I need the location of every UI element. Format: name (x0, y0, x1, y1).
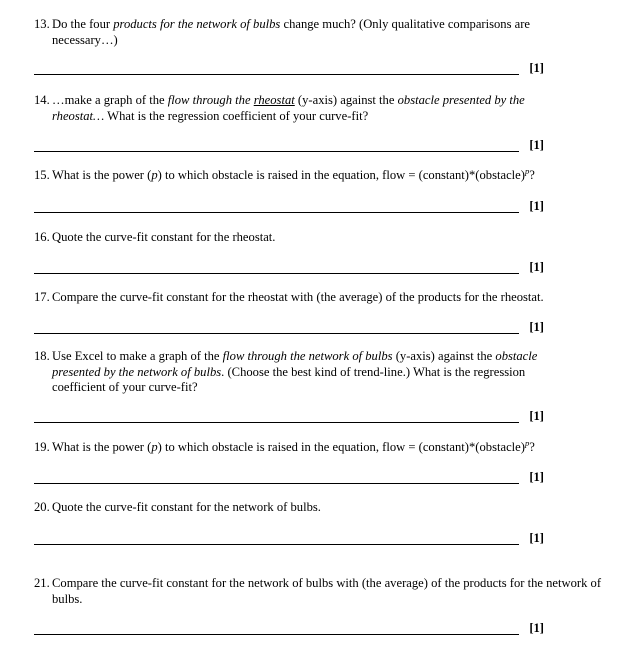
question-number: 19. (34, 440, 50, 454)
answer-line[interactable] (34, 531, 544, 546)
question-body: Quote the curve-fit constant for the network of bulbs. (52, 500, 321, 514)
question-body: Do the four products for the network of bulbs change much? (Only qualitative comparisons are necessary…) (52, 17, 531, 47)
question-text (34, 17, 570, 48)
answer-line[interactable] (34, 199, 544, 214)
answer-line[interactable] (34, 61, 544, 76)
answer-line[interactable] (34, 621, 544, 636)
answer-line[interactable] (34, 138, 544, 153)
question-body: Compare the curve-fit constant for the network of bulbs with (the average) of the products for the network of bulbs. (52, 576, 602, 606)
question-body: Quote the curve-fit constant for the rheostat. (52, 230, 276, 244)
question-number: 21. (34, 576, 50, 590)
question-text (34, 437, 570, 456)
question-text (34, 349, 570, 396)
mark-value: [1] (529, 320, 544, 334)
mark-value: [1] (529, 409, 544, 423)
mark-value: [1] (529, 470, 544, 484)
mark-value: [1] (529, 621, 544, 635)
answer-line[interactable] (34, 260, 544, 275)
question-number: 16. (34, 230, 50, 244)
question-text (34, 576, 608, 607)
question-text (34, 93, 570, 124)
question-number: 20. (34, 500, 50, 514)
question-body: What is the power (p) to which obstacle is raised in the equation, flow = (constant)*(obstacle)$^p$? (52, 437, 535, 454)
question-number: 13. (34, 17, 50, 31)
question-text (34, 290, 570, 306)
mark-value: [1] (529, 260, 544, 274)
question-number: 18. (34, 349, 50, 363)
question-body: Compare the curve-fit constant for the rheostat with (the average) of the products for the rheostat. (52, 290, 544, 304)
question-body: Use Excel to make a graph of the flow through the network of bulbs (y-axis) against the obstacle presented by the network of bulbs. (Choose the best kind of trend-line.) What is the regression coefficient of your curve-fit? (52, 349, 538, 394)
question-text (34, 500, 570, 516)
mark-value: [1] (529, 199, 544, 213)
answer-line[interactable] (34, 409, 544, 424)
answer-line[interactable] (34, 320, 544, 335)
mark-value: [1] (529, 61, 544, 75)
question-number: 14. (34, 93, 50, 107)
question-text (34, 230, 570, 246)
question-body: …make a graph of the flow through the rheostat (y-axis) against the obstacle presented by the rheostat… What is the regression coefficient of your curve-fit? (52, 93, 525, 123)
answer-line[interactable] (34, 470, 544, 485)
question-number: 17. (34, 290, 50, 304)
question-number: 15. (34, 168, 50, 182)
question-body: What is the power (p) to which obstacle is raised in the equation, flow = (constant)*(obstacle)$^p$? (52, 165, 535, 182)
mark-value: [1] (529, 531, 544, 545)
mark-value: [1] (529, 138, 544, 152)
question-text (34, 165, 570, 184)
